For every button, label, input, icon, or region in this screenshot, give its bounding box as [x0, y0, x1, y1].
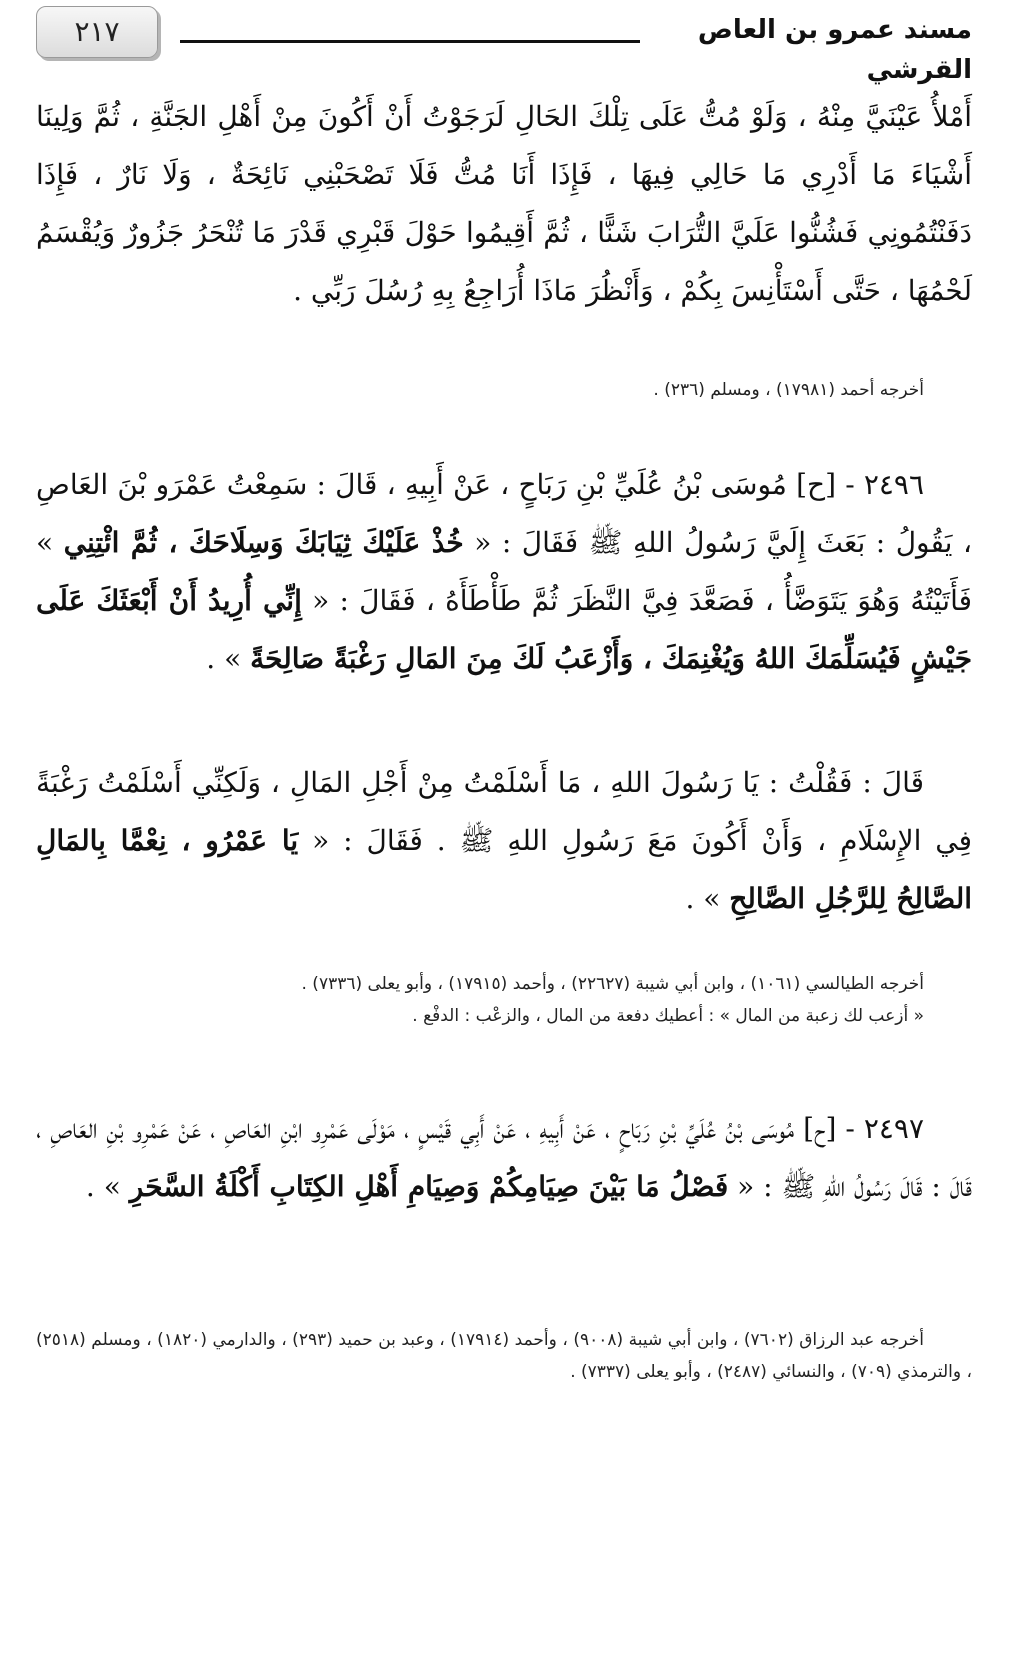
hadith-2497 — [36, 1100, 972, 1216]
footnote-source — [36, 968, 972, 1032]
source-note: أخرجه عبد الرزاق (٧٦٠٢) ، وابن أبي شيبة (٩٠٠٨) ، وأحمد (١٧٩١٤) ، وعبد بن حميد (٢٩٣) ، والدارمي (١٨٢٠) ، ومسلم (٢٥١٨) ، والترمذي (٧٠٩) ، والنسائي (٢٤٨٧) ، وأبو يعلى (٧٣٣٧) . — [36, 1330, 972, 1382]
gloss-note: « أزعب لك زعبة من المال » : أعطيك دفعة من المال ، والزعْب : الدفْع . — [412, 1006, 924, 1026]
page-number-badge: ٢١٧ — [36, 6, 158, 58]
source-note: أخرجه أحمد (١٧٩٨١) ، ومسلم (٢٣٦) . — [653, 380, 924, 400]
prophetic-quote: فَصْلُ مَا بَيْنَ صِيَامِكُمْ وَصِيَامِ أَهْلِ الكِتَابِ أَكْلَةُ السَّحَرِ — [129, 1170, 729, 1203]
hadith-2496 — [36, 456, 972, 688]
header-rule — [180, 40, 640, 43]
footnote-source — [36, 374, 972, 406]
source-note: أخرجه الطيالسي (١٠٦١) ، وابن أبي شيبة (٢٢٦٢٧) ، وأحمد (١٧٩١٥) ، وأبو يعلى (٧٣٣٦) . — [301, 974, 924, 994]
running-title: مسند عمرو بن العاص القرشي — [697, 15, 972, 85]
prophetic-quote: خُذْ عَلَيْكَ ثِيَابَكَ وَسِلَاحَكَ ، ثُمَّ ائْتِنِي — [63, 526, 464, 559]
quote-close: » . — [85, 1170, 130, 1203]
prophetic-quote: إِنِّي أُرِيدُ أَنْ أَبْعَثَكَ عَلَى جَيْشٍ فَيُسَلِّمَكَ اللهُ وَيُغْنِمَكَ ، وَأَزْعَبُ لَكَ مِنَ المَالِ رَغْبَةً صَالِحَةً — [36, 584, 972, 675]
hadith-paragraph — [36, 456, 972, 688]
hadith-continuation — [36, 88, 972, 320]
quote-close: » . — [685, 882, 730, 915]
hadith-isnad: ٢٤٩٧ - [ح] مُوسَى بْنُ عُلَيِّ بْنِ رَبَاحٍ ، عَنْ أَبِيهِ ، عَنْ أَبِي قَيْسٍ ، مَوْلَى عَمْرِو ابْنِ العَاصِ ، عَنْ عَمْرِو بْنِ العَاصِ ، قَالَ : قَالَ رَسُولُ اللهِ ﷺ : « — [36, 1112, 972, 1203]
hadith-narration: قَالَ : فَقُلْتُ : يَا رَسُولَ اللهِ ، مَا أَسْلَمْتُ مِنْ أَجْلِ المَالِ ، وَلَكِنِّي أَسْلَمْتُ رَغْبَةً فِي الإِسْلَامِ ، وَأَنْ أَكُونَ مَعَ رَسُولِ اللهِ ﷺ . فَقَالَ : « — [36, 766, 972, 857]
hadith-isnad: ٢٤٩٦ - [ح] مُوسَى بْنُ عُلَيِّ بْنِ رَبَاحٍ ، عَنْ أَبِيهِ ، قَالَ : سَمِعْتُ عَمْرَو بْنَ العَاصِ ، يَقُولُ : بَعَثَ إِلَيَّ رَسُولُ اللهِ ﷺ فَقَالَ : « — [36, 468, 972, 559]
hadith-narration: » فَأَتَيْتُهُ وَهُوَ يَتَوَضَّأُ ، فَصَعَّدَ فِيَّ النَّظَرَ ثُمَّ طَأْطَأَهُ ، فَقَالَ : « — [36, 526, 972, 617]
hadith-paragraph — [36, 754, 972, 928]
quote-close: » . — [206, 642, 251, 675]
hadith-text: أَمْلأُ عَيْنَيَّ مِنْهُ ، وَلَوْ مُتُّ عَلَى تِلْكَ الحَالِ لَرَجَوْتُ أَنْ أَكُونَ مِنْ أَهْلِ الجَنَّةِ ، ثُمَّ وَلِينَا أَشْيَاءَ مَا أَدْرِي مَا حَالِي فِيهَا ، فَإِذَا أَنَا مُتُّ فَلَا تَصْحَبْنِي نَائِحَةٌ ، وَلَا نَارٌ ، فَإِذَا دَفَنْتُمُونِي فَشُنُّوا عَلَيَّ التُّرَابَ شَنًّا ، ثُمَّ أَقِيمُوا حَوْلَ قَبْرِي قَدْرَ مَا تُنْحَرُ جَزُورٌ وَيُقْسَمُ لَحْمُهَا ، حَتَّى أَسْتَأْنِسَ بِكُمْ ، وَأَنْظُرَ مَاذَا أُرَاجِعُ بِهِ رُسُلَ رَبِّي . — [36, 100, 973, 307]
footnote-source — [36, 1324, 972, 1388]
prophetic-quote: يَا عَمْرُو ، نِعْمَّا بِالمَالِ الصَّالِحُ لِلرَّجُلِ الصَّالِحِ — [36, 824, 972, 915]
hadith-paragraph — [36, 1100, 972, 1216]
hadith-2496-continued — [36, 754, 972, 928]
